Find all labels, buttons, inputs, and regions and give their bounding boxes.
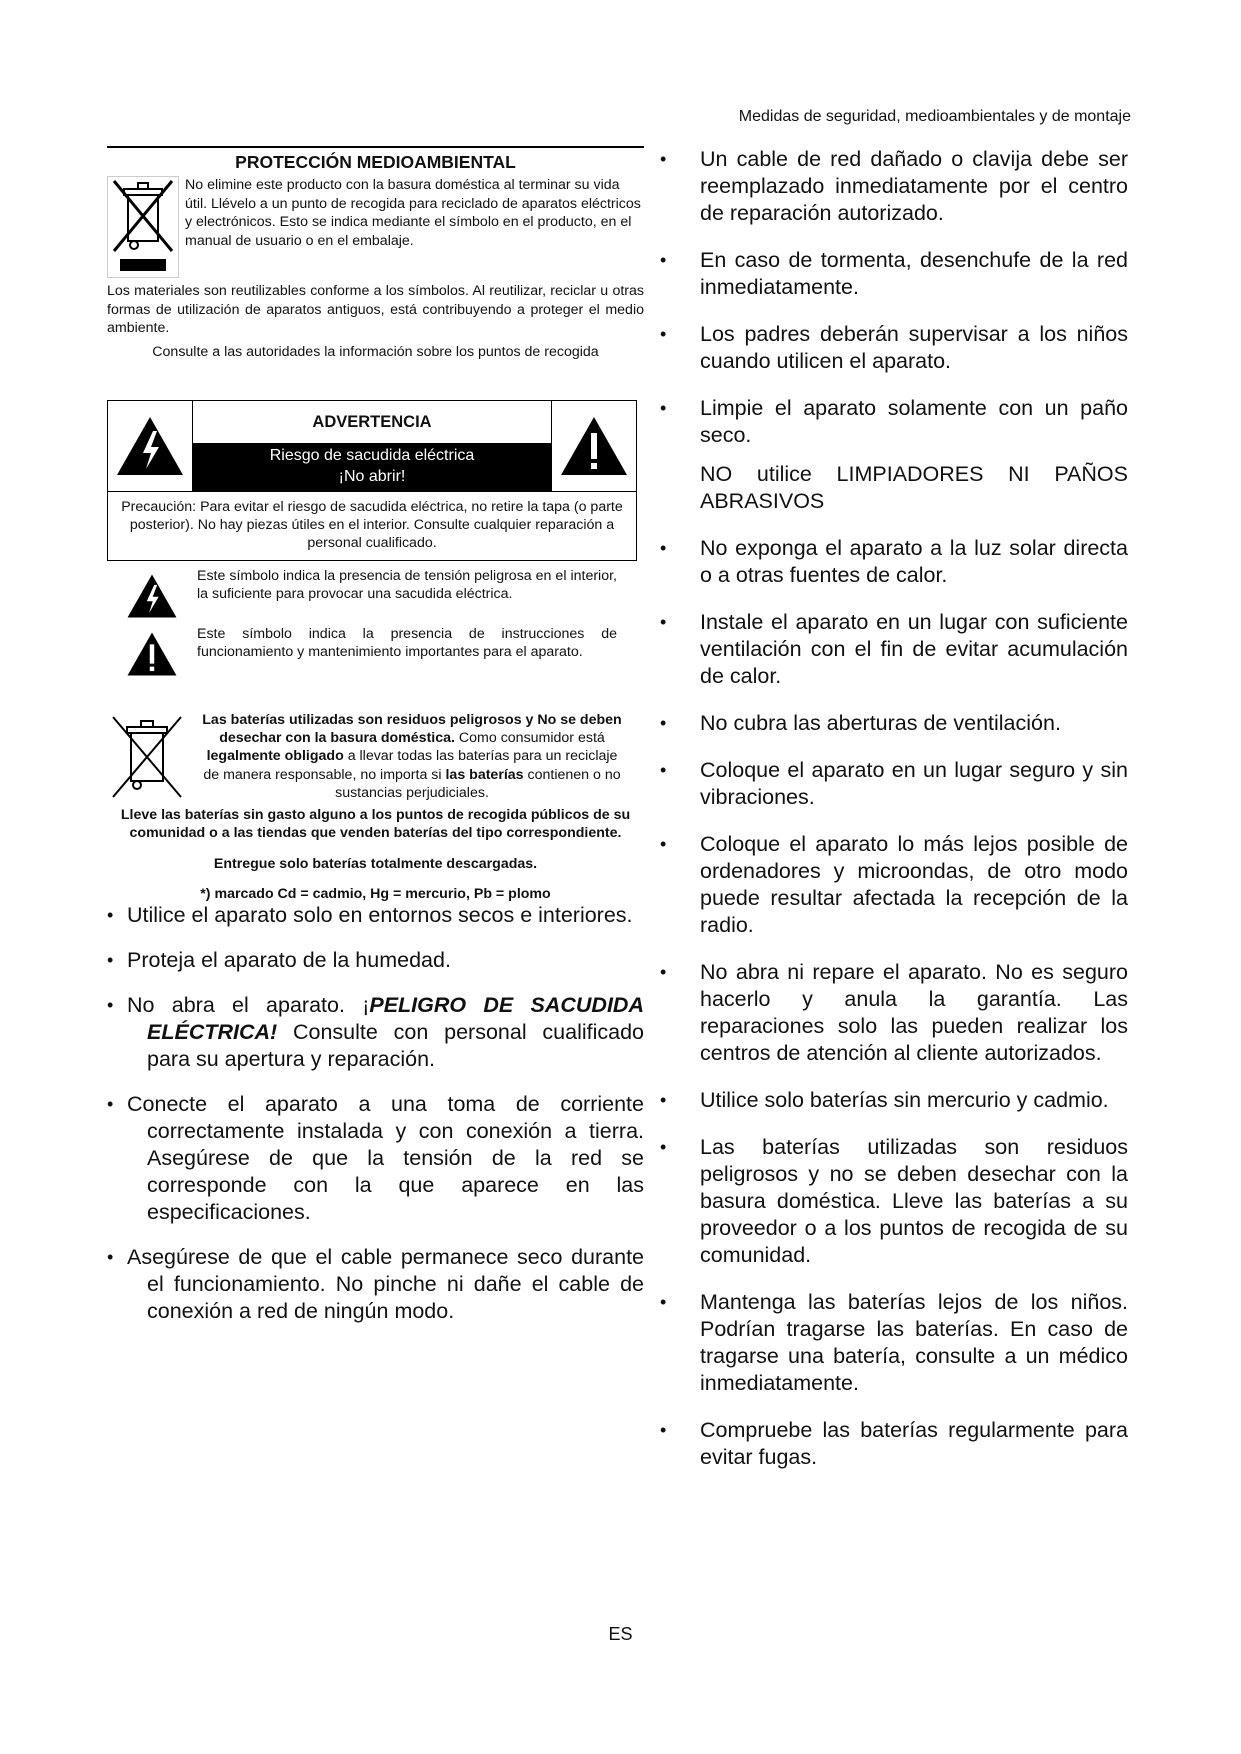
environment-consult: Consulte a las autoridades la información sobre los puntos de recogida — [152, 343, 599, 360]
list-item: • Coloque el aparato lo más lejos posible de ordenadores y microondas, de otro modo puede resultar afectada la recepción de la radio. — [660, 832, 1128, 937]
list-item: • Coloque el aparato en un lugar seguro y sin vibraciones. — [660, 758, 1128, 809]
environment-title: PROTECCIÓN MEDIOAMBIENTAL — [107, 146, 644, 174]
warning-caution: Precaución: Para evitar el riesgo de sacudida eléctrica, no retire la tapa (o parte posterior). No hay piezas útiles en el interior. Consulte cualquier reparación a personal cualificado. — [121, 498, 623, 551]
list-item: • En caso de tormenta, desenchufe de la red inmediatamente. — [660, 248, 1128, 299]
list-item: • Las baterías utilizadas son residuos peligrosos y no se deben desechar con la basura doméstica. Lleve las baterías a su proveedor o a los puntos de recogida de su comunidad. — [660, 1135, 1128, 1267]
warning-box — [107, 400, 637, 561]
list-item: • No abra el aparato. ¡PELIGRO DE SACUDIDA ELÉCTRICA! Consulte con personal cualificado para su apertura y reparación. — [107, 993, 644, 1072]
symbol-exclamation-text: Este símbolo indica la presencia de instrucciones de funcionamiento y mantenimiento importantes para el aparato. — [197, 625, 617, 661]
list-item: • Instale el aparato en un lugar con suficiente ventilación con el fin de evitar acumulación de calor. — [660, 610, 1128, 688]
battery-bold1: Las baterías utilizadas son residuos peligrosos y No se deben desechar con la basura doméstica. — [202, 711, 622, 747]
warning-line1: Riesgo de sacudida eléctrica — [269, 446, 475, 464]
list-item: • Asegúrese de que el cable permanece seco durante el funcionamiento. No pinche ni dañe el cable de conexión a red de ningún modo. — [107, 1245, 644, 1324]
list-item: • Los padres deberán supervisar a los niños cuando utilicen el aparato. — [660, 322, 1128, 373]
battery-bold2: legalmente obligado — [206, 748, 344, 765]
battery-row — [107, 711, 644, 806]
list-item: • No exponga el aparato a la luz solar directa o a otras fuentes de calor. — [660, 536, 1128, 587]
list-item: • No cubra las aberturas de ventilación. — [660, 711, 1061, 735]
list-item: • Compruebe las baterías regularmente para evitar fugas. — [660, 1418, 1128, 1469]
battery-t1: Como consumidor está — [454, 730, 605, 747]
right-column — [660, 146, 1128, 1491]
list-item: • Utilice solo baterías sin mercurio y cadmio. — [660, 1088, 1109, 1112]
crossed-bin-icon — [107, 711, 197, 806]
warning-line2: ¡No abrir! — [338, 467, 406, 485]
list-item: • Proteja el aparato de la humedad. — [107, 948, 451, 973]
battery-bold3: las baterías — [445, 766, 524, 783]
right-bullet-list — [660, 146, 1128, 1471]
environment-materials: Los materiales son reutilizables conforme a los símbolos. Al reutilizar, reciclar u otras formas de utilización de aparatos antiguos, está contribuyendo a proteger el medio ambiente. — [107, 283, 644, 337]
battery-t2: a llevar todas las baterías para un reciclaje de manera responsable, no importa si — [203, 748, 618, 783]
right-note: NO utilice LIMPIADORES NI PAÑOS ABRASIVOS — [700, 462, 1128, 513]
lightning-triangle-icon — [108, 401, 192, 491]
list-item: • Utilice el aparato solo en entornos secos e interiores. — [107, 903, 633, 928]
left-bullet-list — [107, 902, 644, 1325]
crossed-bin-icon — [107, 176, 179, 278]
symbol-lightning-row — [107, 567, 644, 619]
environment-text: No elimine este producto con la basura doméstica al terminar su vida útil. Llévelo a un punto de recogida para reciclado de aparatos eléctricos y electrónicos. Esto se indica mediante el símbolo en el producto, en el manual de usuario o en el embalaje. — [185, 177, 641, 249]
battery-deliver: Entregue solo baterías totalmente descargadas. — [213, 856, 538, 873]
list-item: • Un cable de red dañado o clavija debe ser reemplazado inmediatamente por el centro de reparación autorizado. — [660, 147, 1128, 225]
battery-text — [197, 711, 627, 806]
list-item: • Mantenga las baterías lejos de los niños. Podrían tragarse las baterías. En caso de tragarse una batería, consulte a un médico inmediatamente. — [660, 1290, 1128, 1395]
warning-banner — [193, 443, 551, 491]
battery-bring: Lleve las baterías sin gasto alguno a los puntos de recogida públicos de su comunidad o a las tiendas que venden baterías del tipo correspondiente. — [120, 806, 631, 842]
battery-marked: *) marcado Cd = cadmio, Hg = mercurio, Pb = plomo — [200, 886, 551, 903]
left-column — [107, 146, 644, 1343]
symbol-lightning-text: Este símbolo indica la presencia de tensión peligrosa en el interior, la suficiente para provocar una sacudida eléctrica. — [197, 567, 617, 603]
page-header: Medidas de seguridad, medioambientales y de montaje — [738, 108, 1131, 125]
list-item: • Conecte el aparato a una toma de corriente correctamente instalada y con conexión a tierra. Asegúrese de que la tensión de la red se corresponde con la que aparece en las especificaciones. — [107, 1092, 644, 1225]
lightning-triangle-icon — [107, 567, 197, 619]
page-footer: ES — [608, 1624, 633, 1644]
warning-title: ADVERTENCIA — [312, 412, 432, 431]
list-item: • Limpie el aparato solamente con un paño seco. — [660, 396, 1128, 447]
list-item: • No abra ni repare el aparato. No es seguro hacerlo y anula la garantía. Las reparaciones solo las pueden realizar los centros de atención al cliente autorizados. — [660, 960, 1128, 1065]
symbol-exclamation-row — [107, 625, 644, 677]
environment-row — [107, 176, 644, 278]
exclamation-triangle-icon — [107, 625, 197, 677]
exclamation-triangle-icon — [552, 401, 636, 491]
battery-t3: contienen o no sustancias perjudiciales. — [335, 766, 621, 801]
